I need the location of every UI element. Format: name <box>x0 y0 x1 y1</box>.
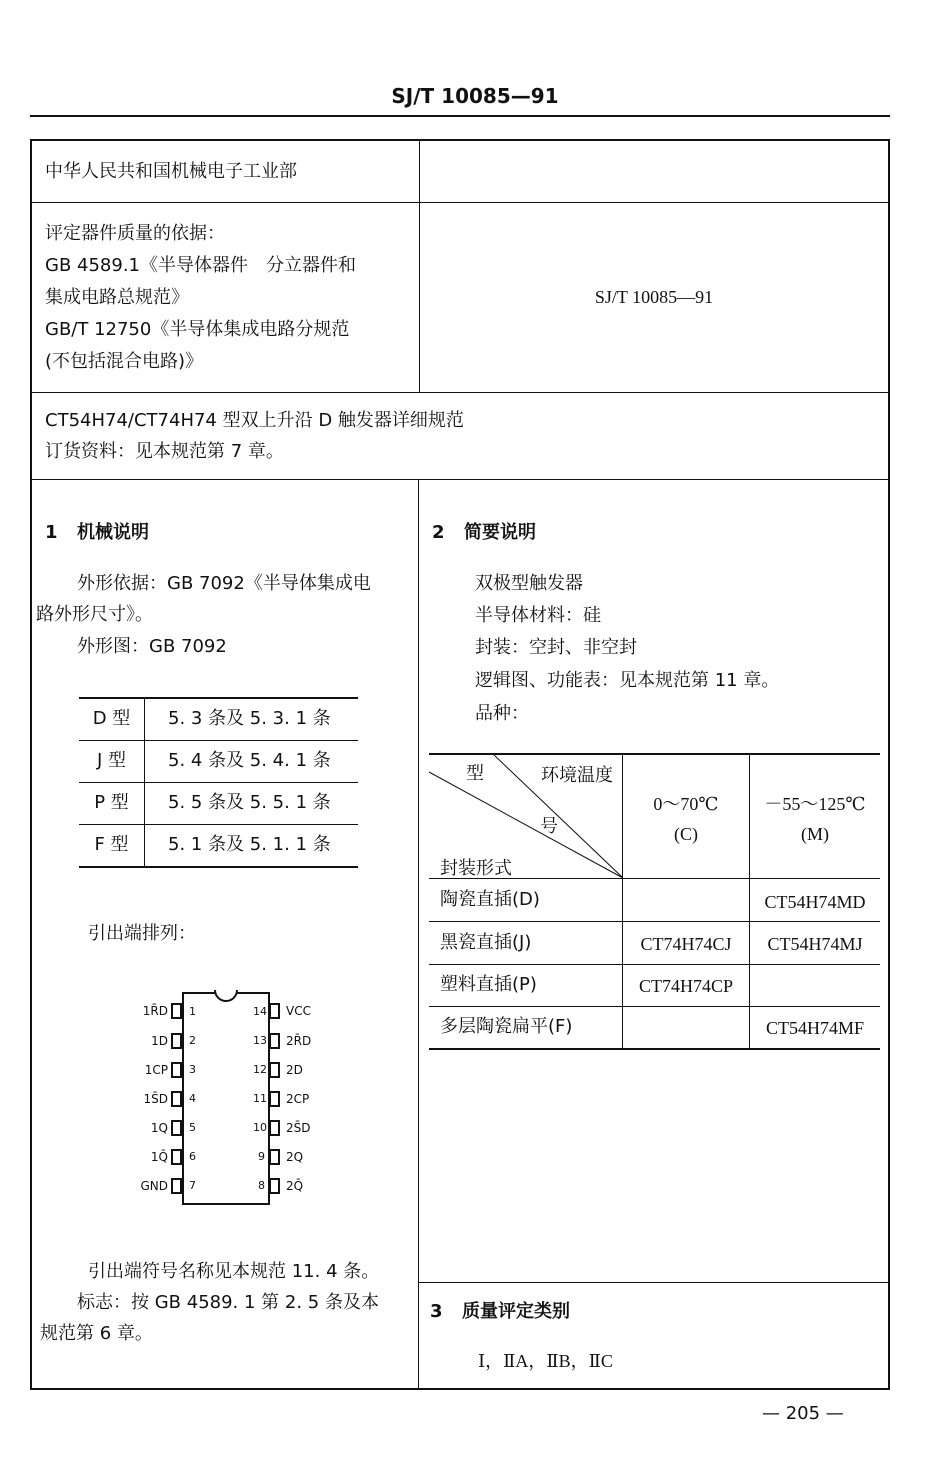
pin-number: 4 <box>189 1092 196 1105</box>
variant-c-cell: CT74H74CJ <box>640 934 732 954</box>
temp-range-c: 0～70℃ <box>653 794 719 814</box>
section1-heading: 机械说明 <box>77 522 149 543</box>
variant-table-row-line <box>429 921 880 922</box>
section3-heading: 质量评定类别 <box>462 1301 570 1322</box>
brief-line: 双极型触发器 <box>475 573 583 594</box>
temp-code-c: (C) <box>674 824 698 844</box>
pin-label: 1CP <box>144 1063 168 1077</box>
pin-pad-right <box>269 1120 280 1136</box>
brief-line: 品种： <box>475 703 529 724</box>
basis-line-3: 集成电路总规范》 <box>45 287 189 308</box>
ministry-name: 中华人民共和国机械电子工业部 <box>45 161 297 182</box>
pin-pad-left <box>171 1003 182 1019</box>
corner-temp-label: 环境温度 <box>541 765 613 786</box>
pin-pad-left <box>171 1178 182 1194</box>
variant-pkg-cell: 塑料直插(P) <box>440 974 537 995</box>
variant-table-bottom <box>429 1048 880 1050</box>
section2-number: 2 <box>432 522 445 543</box>
package-table-col-line <box>144 697 145 868</box>
quality-categories: Ⅰ，ⅡA，ⅡB，ⅡC <box>478 1351 613 1371</box>
variant-pkg-cell: 黑瓷直插(J) <box>440 932 532 953</box>
variant-m-cell: CT54H74MJ <box>767 934 863 954</box>
pin-number: 8 <box>258 1179 265 1192</box>
section3-divider <box>418 1282 890 1283</box>
pin-number: 2 <box>189 1034 196 1047</box>
variant-pkg-cell: 多层陶瓷扁平(F) <box>440 1016 573 1037</box>
pin-pad-right <box>269 1033 280 1049</box>
package-table-bottom <box>79 866 358 868</box>
pin-label: GND <box>140 1179 168 1193</box>
pin-label: VCC <box>286 1004 311 1018</box>
pin-number: 7 <box>189 1179 196 1192</box>
package-clause-cell: 5. 4 条及 5. 4. 1 条 <box>168 750 331 771</box>
pin-number: 14 <box>253 1005 267 1018</box>
pin-number: 11 <box>253 1092 267 1105</box>
package-clause-cell: 5. 5 条及 5. 5. 1 条 <box>168 792 331 813</box>
pin-number: 9 <box>258 1150 265 1163</box>
section1-number: 1 <box>45 522 58 543</box>
pin-pad-right <box>269 1149 280 1165</box>
pin-number: 3 <box>189 1063 196 1076</box>
corner-type-label: 型 <box>466 763 484 784</box>
temp-code-m: (M) <box>801 824 829 844</box>
package-type-cell: F 型 <box>94 834 129 855</box>
package-table-top <box>79 697 358 699</box>
frame-right <box>888 139 890 1390</box>
package-table-row-line <box>79 824 358 825</box>
brief-line: 逻辑图、功能表：见本规范第 11 章。 <box>475 670 780 691</box>
brief-line: 封装：空封、非空封 <box>475 637 637 658</box>
pin-number: 6 <box>189 1150 196 1163</box>
pin-label: 1Q̄ <box>150 1150 168 1164</box>
header-rule <box>30 115 890 117</box>
row-divider-2 <box>30 392 890 393</box>
pin-label: 1R̄D <box>142 1004 168 1018</box>
pin-label: 1S̄D <box>143 1092 168 1106</box>
package-clause-cell: 5. 1 条及 5. 1. 1 条 <box>168 834 331 855</box>
pinout-label: 引出端排列： <box>88 923 196 944</box>
top-divider-vertical <box>419 139 420 392</box>
corner-num-label: 号 <box>540 816 558 837</box>
pin-label: 2Q <box>286 1150 304 1164</box>
variant-pkg-cell: 陶瓷直插(D) <box>440 889 540 910</box>
package-table-row-line <box>79 782 358 783</box>
pin-number: 13 <box>253 1034 267 1047</box>
frame-bottom <box>30 1388 890 1390</box>
spec-number: SJ/T 10085—91 <box>594 287 714 307</box>
section3-number: 3 <box>430 1301 443 1322</box>
body-divider-vertical <box>418 479 419 1390</box>
package-table-row-line <box>79 740 358 741</box>
package-type-cell: P 型 <box>94 792 129 813</box>
page-number: — 205 — <box>762 1403 844 1424</box>
pin-pad-right <box>269 1178 280 1194</box>
corner-pkg-label: 封装形式 <box>440 858 512 879</box>
outline-basis-line-1: 外形依据：GB 7092《半导体集成电 <box>77 573 371 594</box>
variant-table-row-line <box>429 964 880 965</box>
section2-heading: 简要说明 <box>464 522 536 543</box>
outline-basis-line-2: 路外形尺寸》。 <box>36 604 153 625</box>
temp-range-m: －55～125℃ <box>764 794 866 814</box>
package-type-cell: D 型 <box>92 708 131 729</box>
pin-pad-left <box>171 1091 182 1107</box>
spec-title: CT54H74/CT74H74 型双上升沿 D 触发器详细规范 <box>45 410 464 431</box>
variant-m-cell: CT54H74MF <box>765 1018 864 1038</box>
brief-line: 半导体材料：硅 <box>475 605 601 626</box>
pin-pad-right <box>269 1003 280 1019</box>
pin-symbol-note: 引出端符号名称见本规范 11. 4 条。 <box>88 1261 380 1282</box>
basis-line-2: GB 4589.1《半导体器件 分立器件和 <box>45 255 356 276</box>
pin-number: 1 <box>189 1005 196 1018</box>
order-info: 订货资料：见本规范第 7 章。 <box>45 441 284 462</box>
pin-number: 5 <box>189 1121 196 1134</box>
pin-label: 2D <box>286 1063 303 1077</box>
pin-pad-left <box>171 1033 182 1049</box>
pin-number: 12 <box>253 1063 267 1076</box>
pin-pad-right <box>269 1062 280 1078</box>
pin-pad-right <box>269 1091 280 1107</box>
document-number-header: SJ/T 10085—91 <box>391 84 559 108</box>
row-divider-1 <box>30 202 890 203</box>
pin-label: 2R̄D <box>286 1034 312 1048</box>
pin-pad-left <box>171 1062 182 1078</box>
basis-line-1: 评定器件质量的依据： <box>45 223 225 244</box>
basis-line-5: (不包括混合电路)》 <box>45 351 204 372</box>
pin-pad-left <box>171 1120 182 1136</box>
variant-c-cell: CT74H74CP <box>638 976 734 996</box>
package-clause-cell: 5. 3 条及 5. 3. 1 条 <box>168 708 331 729</box>
pin-label: 2Q̄ <box>286 1179 304 1193</box>
pin-number: 10 <box>253 1121 267 1134</box>
package-type-cell: J 型 <box>96 750 127 771</box>
variant-table-row-line <box>429 1006 880 1007</box>
marking-line-2: 规范第 6 章。 <box>40 1323 153 1344</box>
pin-label: 2CP <box>286 1092 310 1106</box>
basis-line-4: GB/T 12750《半导体集成电路分规范 <box>45 319 350 340</box>
pin-label: 2S̄D <box>286 1121 311 1135</box>
row-divider-3 <box>30 479 890 480</box>
marking-line-1: 标志：按 GB 4589. 1 第 2. 5 条及本 <box>77 1292 379 1313</box>
frame-left <box>30 139 32 1390</box>
outline-drawing: 外形图：GB 7092 <box>77 636 227 657</box>
variant-m-cell: CT54H74MD <box>764 892 866 912</box>
frame-top <box>30 139 890 141</box>
pin-label: 1D <box>151 1034 168 1048</box>
pin-label: 1Q <box>150 1121 168 1135</box>
pin-pad-left <box>171 1149 182 1165</box>
